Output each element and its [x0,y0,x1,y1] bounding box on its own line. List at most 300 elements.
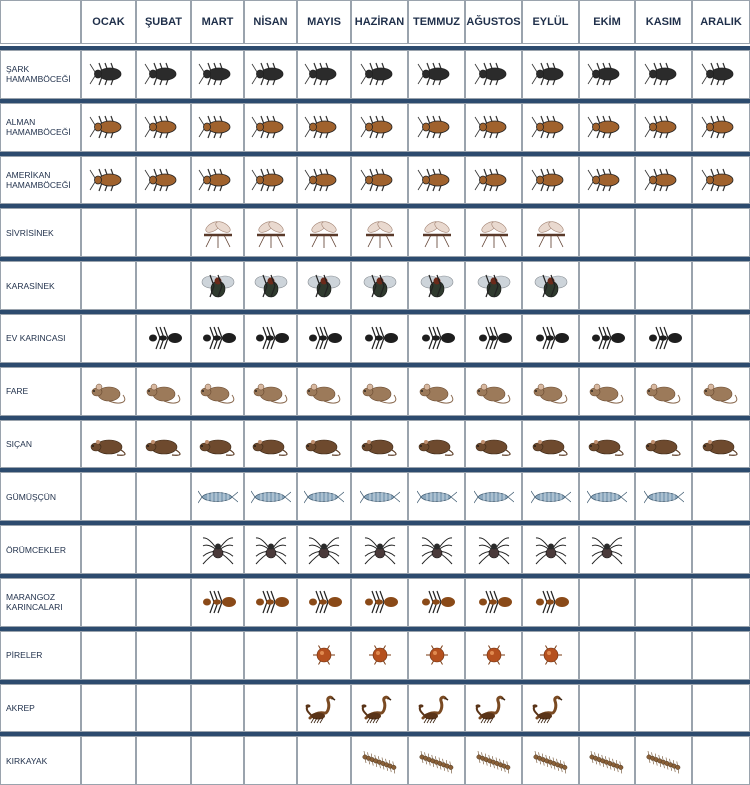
house-ant-icon [304,322,344,354]
month-cell [579,472,635,521]
pest-label: AMERİKAN HAMAMBÖCEĞİ [0,156,81,205]
spider-icon [474,534,514,566]
month-cell [351,578,408,627]
month-cell [408,50,465,99]
month-cell [579,261,635,310]
month-cell [692,367,750,416]
housefly-icon [251,270,291,302]
rat-icon [198,428,238,460]
month-cell [191,578,244,627]
month-cell [297,631,351,680]
flea-icon [360,639,400,671]
flea-icon [304,639,344,671]
pest-label: GÜMÜŞÇÜN [0,472,81,521]
oriental-cockroach-icon [304,58,344,90]
month-cell [692,472,750,521]
month-cell [408,208,465,257]
centipede-icon [587,745,627,777]
centipede-icon [417,745,457,777]
month-cell [136,420,191,469]
month-cell [81,156,136,205]
month-cell [136,314,191,363]
american-cockroach-icon [701,164,741,196]
month-cell [692,525,750,574]
month-cell [408,367,465,416]
oriental-cockroach-icon [360,58,400,90]
german-cockroach-icon [198,111,238,143]
mouse-icon [531,375,571,407]
american-cockroach-icon [198,164,238,196]
month-cell [522,50,579,99]
spider-icon [251,534,291,566]
month-cell [244,103,297,152]
month-cell [297,525,351,574]
month-cell [81,684,136,733]
month-cell [522,578,579,627]
month-cell [522,103,579,152]
german-cockroach-icon [587,111,627,143]
month-header: MART [191,0,244,44]
spider-icon [417,534,457,566]
month-cell [465,103,522,152]
spider-icon [198,534,238,566]
month-cell [81,50,136,99]
month-cell [81,261,136,310]
month-header: EYLÜL [522,0,579,44]
mouse-icon [251,375,291,407]
month-cell [297,50,351,99]
month-cell [408,578,465,627]
german-cockroach-icon [474,111,514,143]
month-cell [191,261,244,310]
month-cell [465,208,522,257]
german-cockroach-icon [251,111,291,143]
month-cell [351,103,408,152]
month-cell [635,50,692,99]
month-cell [351,367,408,416]
mouse-icon [417,375,457,407]
mouse-icon [304,375,344,407]
flea-icon [474,639,514,671]
month-header: EKİM [579,0,635,44]
housefly-icon [198,270,238,302]
month-header: MAYIS [297,0,351,44]
month-cell [81,472,136,521]
month-cell [692,631,750,680]
month-cell [408,261,465,310]
month-cell [244,261,297,310]
german-cockroach-icon [417,111,457,143]
oriental-cockroach-icon [198,58,238,90]
month-header: AĞUSTOS [465,0,522,44]
month-cell [692,261,750,310]
pest-label: EV KARINCASI [0,314,81,363]
house-ant-icon [531,322,571,354]
month-cell [522,631,579,680]
mouse-icon [474,375,514,407]
housefly-icon [360,270,400,302]
month-cell [136,736,191,785]
rat-icon [360,428,400,460]
month-cell [191,156,244,205]
pest-label: KIRKAYAK [0,736,81,785]
month-cell [465,367,522,416]
month-cell [136,261,191,310]
month-cell [635,314,692,363]
month-cell [635,736,692,785]
month-cell [579,156,635,205]
mouse-icon [644,375,684,407]
month-cell [244,314,297,363]
mouse-icon [144,375,184,407]
month-cell [297,578,351,627]
month-cell [297,420,351,469]
oriental-cockroach-icon [644,58,684,90]
american-cockroach-icon [304,164,344,196]
month-cell [244,631,297,680]
month-cell [635,525,692,574]
spider-icon [531,534,571,566]
centipede-icon [531,745,571,777]
month-cell [81,208,136,257]
corner-cell [0,0,81,44]
month-cell [579,367,635,416]
month-cell [81,314,136,363]
month-cell [465,472,522,521]
month-cell [136,578,191,627]
american-cockroach-icon [144,164,184,196]
month-cell [191,736,244,785]
mouse-icon [701,375,741,407]
month-header: NİSAN [244,0,297,44]
mouse-icon [587,375,627,407]
month-cell [579,420,635,469]
silverfish-icon [304,481,344,513]
month-cell [579,525,635,574]
month-cell [81,736,136,785]
month-cell [465,261,522,310]
month-cell [136,50,191,99]
month-cell [465,420,522,469]
silverfish-icon [417,481,457,513]
month-cell [351,156,408,205]
month-cell [522,684,579,733]
pest-label: PİRELER [0,631,81,680]
housefly-icon [531,270,571,302]
month-cell [191,314,244,363]
month-cell [465,736,522,785]
month-cell [579,103,635,152]
month-cell [635,367,692,416]
american-cockroach-icon [474,164,514,196]
month-header: ARALIK [692,0,750,44]
month-cell [136,684,191,733]
month-cell [297,103,351,152]
american-cockroach-icon [89,164,129,196]
german-cockroach-icon [304,111,344,143]
month-cell [522,472,579,521]
month-cell [522,420,579,469]
flea-icon [531,639,571,671]
month-cell [692,684,750,733]
mosquito-icon [198,217,238,249]
carpenter-ant-icon [251,586,291,618]
month-cell [191,684,244,733]
silverfish-icon [587,481,627,513]
pest-label: ALMAN HAMAMBÖCEĞİ [0,103,81,152]
scorpion-icon [474,692,514,724]
month-cell [136,525,191,574]
house-ant-icon [474,322,514,354]
carpenter-ant-icon [474,586,514,618]
month-cell [136,367,191,416]
silverfish-icon [644,481,684,513]
german-cockroach-icon [701,111,741,143]
month-cell [692,103,750,152]
month-cell [635,261,692,310]
scorpion-icon [417,692,457,724]
house-ant-icon [251,322,291,354]
rat-icon [701,428,741,460]
month-cell [191,50,244,99]
month-cell [465,525,522,574]
house-ant-icon [360,322,400,354]
month-cell [297,314,351,363]
month-cell [244,208,297,257]
german-cockroach-icon [531,111,571,143]
month-cell [351,472,408,521]
month-cell [635,472,692,521]
house-ant-icon [644,322,684,354]
month-cell [692,208,750,257]
month-cell [408,156,465,205]
centipede-icon [644,745,684,777]
oriental-cockroach-icon [89,58,129,90]
month-cell [244,50,297,99]
month-cell [408,103,465,152]
month-cell [465,314,522,363]
mosquito-icon [360,217,400,249]
month-cell [579,208,635,257]
housefly-icon [474,270,514,302]
month-cell [297,367,351,416]
month-cell [297,261,351,310]
scorpion-icon [360,692,400,724]
pest-label: ŞARK HAMAMBÖCEĞİ [0,50,81,99]
month-cell [579,631,635,680]
mouse-icon [198,375,238,407]
month-cell [579,736,635,785]
month-cell [136,472,191,521]
month-cell [408,314,465,363]
month-header: TEMMUZ [408,0,465,44]
month-cell [692,156,750,205]
month-header: HAZİRAN [351,0,408,44]
oriental-cockroach-icon [474,58,514,90]
silverfish-icon [531,481,571,513]
american-cockroach-icon [360,164,400,196]
month-cell [635,156,692,205]
month-cell [692,736,750,785]
housefly-icon [417,270,457,302]
month-cell [351,684,408,733]
month-cell [635,578,692,627]
house-ant-icon [587,322,627,354]
rat-icon [644,428,684,460]
german-cockroach-icon [89,111,129,143]
month-cell [81,103,136,152]
american-cockroach-icon [531,164,571,196]
month-cell [81,525,136,574]
carpenter-ant-icon [417,586,457,618]
oriental-cockroach-icon [531,58,571,90]
silverfish-icon [474,481,514,513]
mosquito-icon [251,217,291,249]
month-cell [81,578,136,627]
month-cell [297,684,351,733]
month-cell [635,631,692,680]
oriental-cockroach-icon [251,58,291,90]
carpenter-ant-icon [304,586,344,618]
pest-label: KARASİNEK [0,261,81,310]
month-cell [522,208,579,257]
silverfish-icon [360,481,400,513]
american-cockroach-icon [417,164,457,196]
german-cockroach-icon [360,111,400,143]
rat-icon [587,428,627,460]
month-cell [635,420,692,469]
house-ant-icon [417,322,457,354]
month-cell [351,736,408,785]
month-header: OCAK [81,0,136,44]
spider-icon [360,534,400,566]
month-cell [297,208,351,257]
month-cell [191,103,244,152]
pest-label: FARE [0,367,81,416]
spider-icon [304,534,344,566]
oriental-cockroach-icon [701,58,741,90]
german-cockroach-icon [144,111,184,143]
month-cell [244,736,297,785]
month-cell [408,631,465,680]
month-cell [635,103,692,152]
month-cell [522,314,579,363]
month-cell [191,208,244,257]
carpenter-ant-icon [531,586,571,618]
month-cell [351,314,408,363]
silverfish-icon [198,481,238,513]
oriental-cockroach-icon [587,58,627,90]
pest-label: SIÇAN [0,420,81,469]
month-cell [136,631,191,680]
month-cell [522,261,579,310]
silverfish-icon [251,481,291,513]
house-ant-icon [198,322,238,354]
month-cell [408,684,465,733]
house-ant-icon [144,322,184,354]
month-cell [692,50,750,99]
month-cell [692,578,750,627]
oriental-cockroach-icon [144,58,184,90]
month-cell [351,631,408,680]
month-cell [465,578,522,627]
mouse-icon [89,375,129,407]
month-cell [191,631,244,680]
rat-icon [251,428,291,460]
month-cell [136,208,191,257]
rat-icon [474,428,514,460]
month-cell [351,525,408,574]
rat-icon [304,428,344,460]
month-cell [191,472,244,521]
american-cockroach-icon [587,164,627,196]
pest-label: SİVRİSİNEK [0,208,81,257]
month-cell [297,472,351,521]
month-cell [136,103,191,152]
rat-icon [531,428,571,460]
month-cell [81,631,136,680]
month-cell [136,156,191,205]
german-cockroach-icon [644,111,684,143]
mosquito-icon [304,217,344,249]
month-cell [692,314,750,363]
pest-label: MARANGOZ KARINCALARI [0,578,81,627]
month-cell [351,208,408,257]
spider-icon [587,534,627,566]
mouse-icon [360,375,400,407]
flea-icon [417,639,457,671]
month-cell [244,684,297,733]
mosquito-icon [474,217,514,249]
pest-label: AKREP [0,684,81,733]
month-header: KASIM [635,0,692,44]
month-cell [244,420,297,469]
month-cell [579,314,635,363]
american-cockroach-icon [251,164,291,196]
month-cell [81,420,136,469]
month-cell [244,156,297,205]
month-cell [408,472,465,521]
month-cell [81,367,136,416]
month-cell [244,367,297,416]
mosquito-icon [531,217,571,249]
month-cell [522,525,579,574]
month-cell [579,684,635,733]
scorpion-icon [531,692,571,724]
centipede-icon [474,745,514,777]
month-cell [522,156,579,205]
month-cell [522,736,579,785]
month-cell [351,261,408,310]
month-header: ŞUBAT [136,0,191,44]
month-cell [297,736,351,785]
month-cell [191,525,244,574]
month-cell [579,50,635,99]
month-cell [465,631,522,680]
month-cell [522,367,579,416]
month-cell [635,208,692,257]
month-cell [465,156,522,205]
rat-icon [89,428,129,460]
month-cell [635,684,692,733]
mosquito-icon [417,217,457,249]
month-cell [579,578,635,627]
month-cell [465,50,522,99]
scorpion-icon [304,692,344,724]
rat-icon [417,428,457,460]
month-cell [408,525,465,574]
month-cell [408,420,465,469]
